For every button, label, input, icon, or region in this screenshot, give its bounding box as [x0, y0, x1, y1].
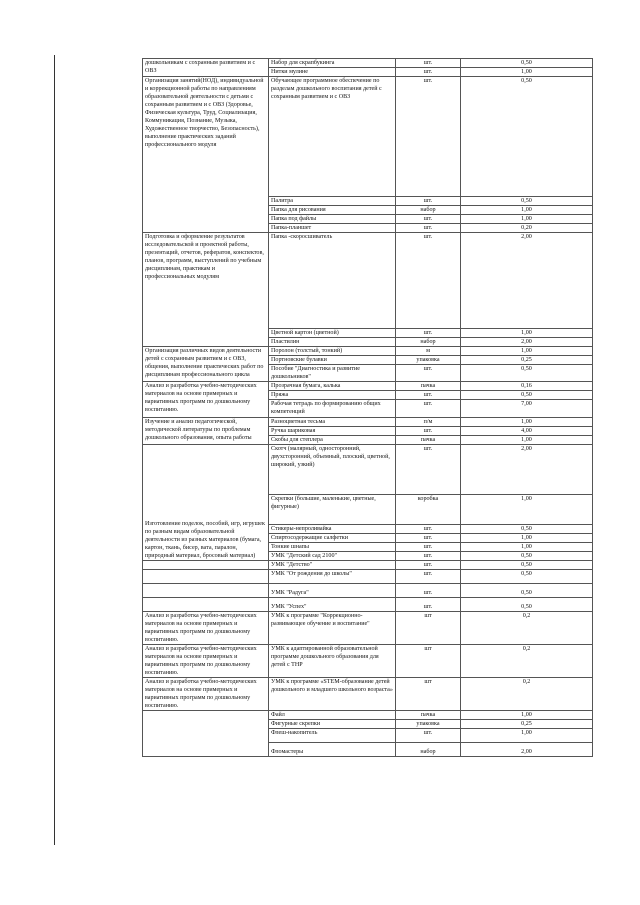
item-cell: Палитра [269, 197, 396, 206]
qty-cell: 1,00 [461, 494, 593, 524]
unit-cell: шт. [396, 542, 461, 551]
unit-cell: пачка [396, 711, 461, 720]
activity-cell [143, 711, 269, 757]
table-row [143, 569, 593, 583]
item-cell: Тонкие шнапы [269, 542, 396, 551]
unit-cell: шт. [396, 569, 461, 583]
unit-cell: п/м [396, 417, 461, 426]
unit-cell: шт [396, 644, 461, 677]
table-row [143, 347, 593, 356]
item-cell: Стикеры-непроливайка [269, 524, 396, 533]
qty-cell: 1,00 [461, 215, 593, 224]
item-cell: Набор для скрапбукинга [269, 59, 396, 68]
qty-cell: 0,2 [461, 678, 593, 711]
qty-cell: 2,00 [461, 338, 593, 347]
unit-cell: шт. [396, 551, 461, 560]
qty-cell: 0,25 [461, 356, 593, 365]
qty-cell: 2,00 [461, 233, 593, 329]
item-cell: УМК к программе "Коррекционно-развивающее обучение и воспитание" [269, 611, 396, 644]
unit-cell: шт. [396, 68, 461, 77]
item-cell: Рабочая тетрадь по формированию общих компетенций [269, 400, 396, 417]
activity-cell: Организация занятий(НОД), индивидуальной и коррекционной работы по направлениям образовательной деятельности с детьми с сохранным развитием и с ОВЗ (Здоровье, Физическая культура, Труд, Социализация, Коммуникация, Познание, Музыка, Художественное творчество, Безопасность), выполнение практических заданий профессионального модуля [143, 77, 269, 233]
qty-cell: 0,50 [461, 569, 593, 583]
item-cell: Скрепки (большие, маленькие, цветные, фигурные) [269, 494, 396, 524]
unit-cell: пачка [396, 382, 461, 391]
activity-cell: Анализ и разработка учебно-методических материалов на основе примерных и вариативных программ по дошкольному воспитанию. [143, 382, 269, 417]
qty-cell: 0,50 [461, 524, 593, 533]
unit-cell: шт. [396, 524, 461, 533]
item-cell: УМК к программе «STEM-образование детей дошкольного и младшего школьного возраста» [269, 678, 396, 711]
table-row [143, 444, 593, 494]
qty-cell: 0,50 [461, 583, 593, 597]
qty-cell: 1,00 [461, 329, 593, 338]
activity-cell: Анализ и разработка учебно-методических материалов на основе примерных и вариативных программ по дошкольному воспитанию. [143, 611, 269, 644]
qty-cell: 1,00 [461, 542, 593, 551]
item-cell: Папка под файлы [269, 215, 396, 224]
item-cell: УМК к адаптированной образовательной программе дошкольного образования для детей с ТНР [269, 644, 396, 677]
item-cell: Разноцветная тесьма [269, 417, 396, 426]
table-row [143, 597, 593, 611]
item-cell: Папка-планшет [269, 224, 396, 233]
qty-cell: 0,50 [461, 597, 593, 611]
qty-cell: 0,50 [461, 77, 593, 197]
item-cell: УМК "Детство" [269, 560, 396, 569]
activity-cell [143, 597, 269, 611]
activity-cell: дошкольникам с сохранным развитием и с ОВЗ [143, 59, 269, 77]
activity-cell: Анализ и разработка учебно-методических материалов на основе примерных и вариативных программ по дошкольному воспитанию. [143, 644, 269, 677]
qty-cell: 0,50 [461, 551, 593, 560]
activity-cell [143, 569, 269, 583]
unit-cell: шт [396, 611, 461, 644]
table-row [143, 583, 593, 597]
item-cell: Спиртосодержащие салфетки [269, 533, 396, 542]
page-margin-line [54, 55, 55, 845]
activity-cell: Организация различных видов деятельности детей с сохранным развитием и с ОВЗ, общения, выполнение практических работ по дисциплинам профессионального цикла [143, 347, 269, 382]
table-row [143, 417, 593, 426]
unit-cell: упаковка [396, 720, 461, 729]
item-cell: Нитки мулине [269, 68, 396, 77]
item-cell: Обучающее программное обеспечение по разделам дошкольного воспитания детей с сохранным развитием и с ОВЗ [269, 77, 396, 197]
item-cell: Цветной картон (цветной) [269, 329, 396, 338]
qty-cell: 1,00 [461, 435, 593, 444]
item-cell: Папка -скоросшиватель [269, 233, 396, 329]
unit-cell: шт. [396, 444, 461, 494]
item-cell: УМК "Детский сад 2100" [269, 551, 396, 560]
qty-cell: 1,00 [461, 711, 593, 720]
item-cell: УМК "Успех" [269, 597, 396, 611]
unit-cell: набор [396, 206, 461, 215]
unit-cell: пачка [396, 435, 461, 444]
item-cell: УМК "От рождения до школы" [269, 569, 396, 583]
qty-cell: 0,50 [461, 365, 593, 382]
table-row [143, 59, 593, 68]
table-row [143, 77, 593, 197]
unit-cell: шт. [396, 533, 461, 542]
item-cell: Папка для рисования [269, 206, 396, 215]
qty-cell: 2,00 [461, 444, 593, 494]
unit-cell: шт. [396, 597, 461, 611]
qty-cell: 0,50 [461, 197, 593, 206]
materials-table [142, 58, 593, 757]
qty-cell: 1,00 [461, 347, 593, 356]
unit-cell: шт. [396, 583, 461, 597]
qty-cell: 0,50 [461, 59, 593, 68]
activity-cell: Подготовка и оформление результатов исследовательской и проектной работы, презентаций, отчетов, рефератов, конспектов, планов, программ, выступлений по учебным дисциплинам, практикам и профессиональных модулям [143, 233, 269, 347]
unit-cell: шт. [396, 329, 461, 338]
unit-cell: шт. [396, 560, 461, 569]
qty-cell: 0,25 [461, 720, 593, 729]
qty-cell: 7,00 [461, 400, 593, 417]
table-row [143, 611, 593, 644]
qty-cell: 0,2 [461, 611, 593, 644]
item-cell: Поролон (толстый, тонкий) [269, 347, 396, 356]
table-row [143, 233, 593, 329]
table-row [143, 711, 593, 720]
qty-cell: 0,50 [461, 560, 593, 569]
unit-cell: набор [396, 743, 461, 757]
table-row [143, 560, 593, 569]
item-cell: УМК "Радуга" [269, 583, 396, 597]
unit-cell: шт. [396, 224, 461, 233]
activity-cell: Анализ и разработка учебно-методических материалов на основе примерных и вариативных программ по дошкольному воспитанию. [143, 678, 269, 711]
activity-cell: Изучение и анализ педагогической, методической литературы по проблемам дошкольного образования, опыта работы [143, 417, 269, 444]
unit-cell: шт. [396, 365, 461, 382]
unit-cell: шт. [396, 197, 461, 206]
item-cell: Ручка шариковая [269, 426, 396, 435]
item-cell: Пособие "Диагностика и развитие дошкольников" [269, 365, 396, 382]
unit-cell: шт. [396, 215, 461, 224]
item-cell: Скотч (малярный, односторонний, двухсторонний, объемный, плоский, цветной, широкий, узкий) [269, 444, 396, 494]
unit-cell: набор [396, 338, 461, 347]
unit-cell: шт. [396, 729, 461, 743]
unit-cell: шт. [396, 391, 461, 400]
item-cell: Прозрачная бумага, калька [269, 382, 396, 391]
item-cell: Фломастеры [269, 743, 396, 757]
unit-cell: коробка [396, 494, 461, 524]
unit-cell: шт [396, 678, 461, 711]
qty-cell: 1,00 [461, 729, 593, 743]
unit-cell: шт. [396, 59, 461, 68]
item-cell: Портновские булавки [269, 356, 396, 365]
unit-cell: шт. [396, 77, 461, 197]
item-cell: Флеш-накопитель [269, 729, 396, 743]
qty-cell: 1,00 [461, 206, 593, 215]
table-row [143, 644, 593, 677]
table-row [143, 382, 593, 391]
qty-cell: 0,2 [461, 644, 593, 677]
table-row [143, 678, 593, 711]
unit-cell: м [396, 347, 461, 356]
unit-cell: шт. [396, 400, 461, 417]
activity-cell [143, 560, 269, 569]
item-cell: Пряжа [269, 391, 396, 400]
qty-cell: 1,00 [461, 417, 593, 426]
unit-cell: шт. [396, 233, 461, 329]
qty-cell: 4,00 [461, 426, 593, 435]
item-cell: Пластилин [269, 338, 396, 347]
qty-cell: 0,16 [461, 382, 593, 391]
activity-cell [143, 583, 269, 597]
qty-cell: 0,50 [461, 391, 593, 400]
qty-cell: 1,00 [461, 68, 593, 77]
qty-cell: 2,00 [461, 743, 593, 757]
unit-cell: упаковка [396, 356, 461, 365]
item-cell: Скобы для степлера [269, 435, 396, 444]
item-cell: Файл [269, 711, 396, 720]
unit-cell: шт. [396, 426, 461, 435]
activity-cell: Изготовление поделок, пособий, игр, игрушек по разным видам образовательной деятельности из разных материалов (бумага, картон, ткань, бисер, вата, паралон, природный материал, бросовый материал) [143, 444, 269, 560]
qty-cell: 1,00 [461, 533, 593, 542]
item-cell: Фигурные скрепки [269, 720, 396, 729]
qty-cell: 0,20 [461, 224, 593, 233]
